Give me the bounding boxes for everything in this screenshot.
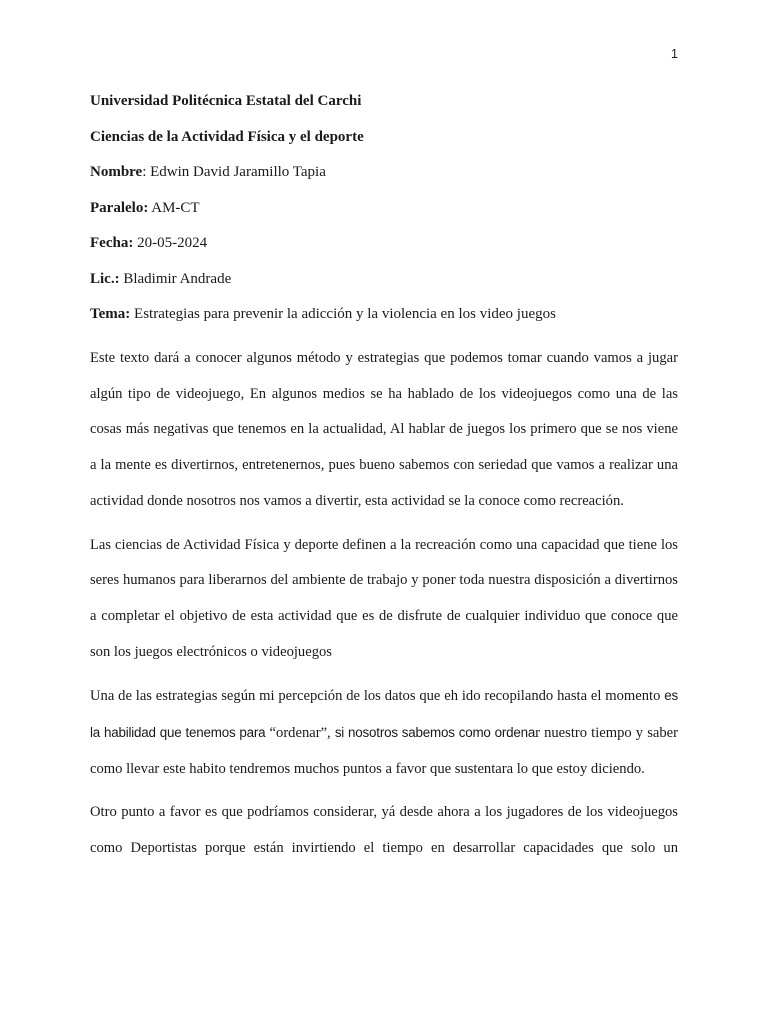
paragraph-3-serif-run-2: r nuestro tiempo y [535,725,644,742]
paragraph-3-sans-run-2: si nosotros sabemos como ordena [334,725,536,741]
lecturer-label: Lic.: [90,270,120,287]
lecturer-line [90,268,678,290]
paragraph-3-serif-run-1: “ordenar”, [265,725,335,742]
topic-label: Tema: [90,306,131,322]
topic-line [90,303,678,325]
program-title: Ciencias de la Actividad Física y el deporte [90,128,364,145]
date-line [90,232,678,254]
paragraph-4-line-1: Otro punto a favor es que podríamos considerar, yá desde ahora a los jugadores de los videojuegos [90,804,678,821]
name-value: : Edwin David Jaramillo Tapia [142,164,326,180]
paragraph-3 [90,678,678,787]
university-title: Universidad Politécnica Estatal del Carchi [90,93,362,109]
lecturer-value: Bladimir Andrade [119,270,232,287]
paralelo-label: Paralelo: [90,199,149,216]
student-name-line [90,161,678,183]
document-body [90,90,678,867]
paragraph-4-line-2: como Deportistas porque están invirtiendo el tiempo en desarrollar capacidades que solo un [90,840,678,857]
paragraph-3-rest: saber como llevar este habito tendremos muchos puntos a favor que sustentara lo que estoy diciendo. [90,725,678,777]
paralelo-value: AM-CT [148,199,200,216]
paragraph-4 [90,795,678,866]
name-label: Nombre [90,164,143,180]
paragraph-1: Este texto dará a conocer algunos método y estrategias que podemos tomar cuando vamos a jugar algún tipo de videojuego, En algunos medios se ha hablado de los videojuegos como una de las cosas más negativas que tenemos en la actualidad, Al hablar de juegos los primero que se nos viene a la mente es divertirnos, entretenernos, pues bueno sabemos con seriedad que vamos a realizar una actividad donde nosotros nos vamos a divertir, esta actividad se la conoce como recreación. [90,350,678,509]
paralelo-line [90,197,678,219]
paragraph-3-sans-run-1: es la habilidad que tenemos para [90,688,678,741]
page-number: 1 [671,47,678,61]
date-label: Fecha: [90,235,134,251]
paragraph-2: Las ciencias de Actividad Física y deporte definen a la recreación como una capacidad que tiene los seres humanos para liberarnos del ambiente de trabajo y poner toda nuestra disposición a divertirnos a completar el objetivo de esta actividad que es de disfrute de cualquier individuo que conoce que son los juegos electrónicos o videojuegos [90,536,678,660]
paragraph-3-line-1: Una de las estrategias según mi percepción de los datos que eh ido recopilando hasta el momento [90,688,661,705]
date-value: 20-05-2024 [133,235,208,251]
topic-value: Estrategias para prevenir la adicción y la violencia en los video juegos [130,306,556,322]
